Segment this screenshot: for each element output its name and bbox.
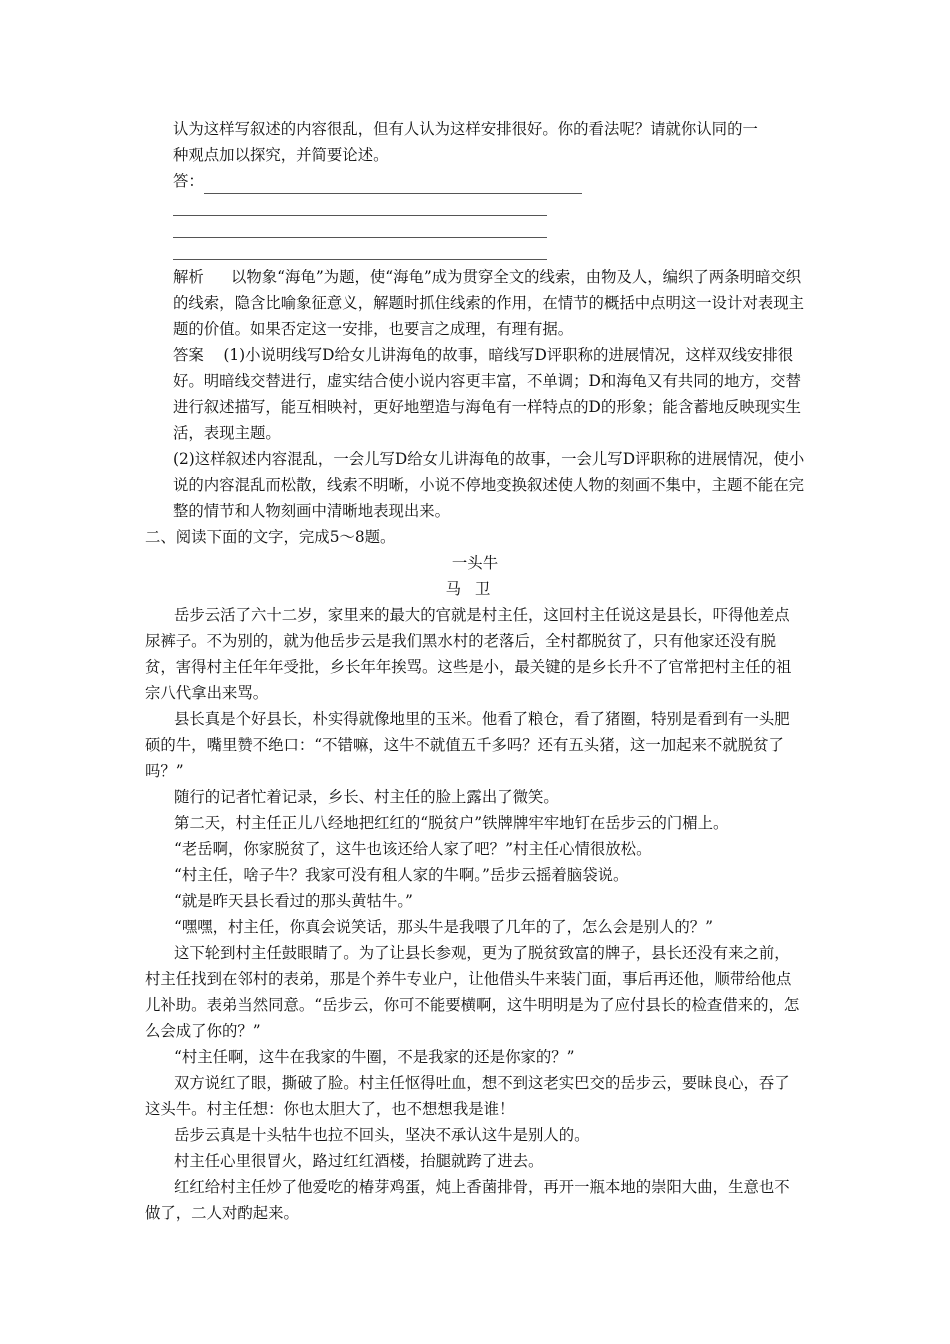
story [0, 550, 805, 1226]
story-paragraph: “村主任，啥子牛？我家可没有租人家的牛啊。”岳步云摇着脑袋说。 [174, 866, 629, 884]
story-paragraph: 这下轮到村主任鼓眼睛了。为了让县长参观，更为了脱贫致富的牌子，县长还没有来之前，村主任找到在邻村的表弟，那是个养牛专业户，让他借头牛来装门面，事后再还他，顺带给他点儿补助。表弟当然同意。“岳步云，你可不能要横啊，这牛明明是为了应付县长的检查借来的，怎么会成了你的？” [145, 944, 800, 1040]
answer-block [0, 342, 813, 524]
analysis-text: 以物象“海龟”为题，使“海龟”成为贯穿全文的线索，由物及人，编织了两条明暗交织的线索，隐含比喻象征意义，解题时抓住线索的作用，在情节的概括中点明这一设计对表现主题的价值。如果否定这一安排，也要言之成理，有理有据。 [173, 268, 805, 338]
section-heading: 二、阅读下面的文字，完成5～8题。 [145, 528, 396, 546]
document-page [0, 116, 950, 1226]
analysis-block [0, 264, 813, 342]
analysis-label: 解析 [173, 268, 204, 286]
story-paragraph: “嘿嘿，村主任，你真会说笑话，那头牛是我喂了几年的了，怎么会是别人的？” [174, 918, 714, 936]
story-paragraph: 岳步云真是十头牯牛也拉不回头，坚决不承认这牛是别人的。 [174, 1126, 590, 1144]
story-paragraph: “村主任啊，这牛在我家的牛圈，不是我家的还是你家的？” [174, 1048, 575, 1066]
story-author: 马卫 [445, 580, 505, 598]
answer-blank-4[interactable] [173, 245, 547, 260]
story-paragraph: “老岳啊，你家脱贫了，这牛也该还给人家了吧？”村主任心情很放松。 [174, 840, 652, 858]
answer-blank-row-2 [0, 194, 950, 216]
story-paragraph: 村主任心里很冒火，路过红红酒楼，抬腿就跨了进去。 [174, 1152, 544, 1170]
answer-line [0, 168, 813, 194]
story-paragraph: 随行的记者忙着记录，乡长、村主任的脸上露出了微笑。 [174, 788, 559, 806]
answer-blank-1[interactable] [204, 179, 582, 194]
answer-key-label: 答案 [173, 346, 204, 364]
story-title: 一头牛 [451, 554, 499, 572]
story-paragraph: 红红给村主任炒了他爱吃的椿芽鸡蛋，炖上香菌排骨，再开一瓶本地的崇阳大曲，生意也不做了，二人对酌起来。 [145, 1178, 790, 1222]
question-line-1: 认为这样写叙述的内容很乱，但有人认为这样安排很好。你的看法呢？请就你认同的一 [173, 120, 758, 138]
story-paragraph: 双方说红了眼，撕破了脸。村主任怄得吐血，想不到这老实巴交的岳步云，要昧良心，吞了这头牛。村主任想：你也太胆大了，也不想想我是谁！ [145, 1074, 790, 1118]
answer-para-2: (2)这样叙述内容混乱，一会儿写D给女儿讲海龟的故事，一会儿写D评职称的进展情况，使小说的内容混乱而松散，线索不明晰，小说不停地变换叙述使人物的刻画不集中，主题不能在完整的情节和人物刻画中清晰地表现出来。 [173, 450, 805, 520]
story-paragraph: “就是昨天县长看过的那头黄牯牛。” [174, 892, 413, 910]
story-paragraph: 第二天，村主任正儿八经地把红红的“脱贫户”铁牌牌牢牢地钉在岳步云的门楣上。 [174, 814, 729, 832]
question-tail [0, 116, 813, 168]
question-line-2: 种观点加以探究，并简要论述。 [173, 146, 389, 164]
answer-blank-2[interactable] [173, 201, 547, 216]
story-paragraph: 县长真是个好县长，朴实得就像地里的玉米。他看了粮仓，看了猪圈，特别是看到有一头肥硕的牛，嘴里赞不绝口：“不错嘛，这牛不就值五千多吗？还有五头猪，这一加起来不就脱贫了吗？” [145, 710, 790, 780]
answer-label: 答： [173, 172, 204, 190]
answer-blank-row-4 [0, 238, 950, 260]
answer-blank-row-3 [0, 216, 950, 238]
answer-para-1: (1)小说明线写D给女儿讲海龟的故事，暗线写D评职称的进展情况，这样双线安排很好。明暗线交替进行，虚实结合使小说内容更丰富，不单调；D和海龟又有共同的地方，交替进行叙述描写，能互相映衬，更好地塑造与海龟有一样特点的D的形象；能含蓄地反映现实生活，表现主题。 [173, 346, 801, 442]
answer-blank-3[interactable] [173, 223, 547, 238]
story-paragraph: 岳步云活了六十二岁，家里来的最大的官就是村主任，这回村主任说这是县长，吓得他差点尿裤子。不为别的，就为他岳步云是我们黑水村的老落后，全村都脱贫了，只有他家还没有脱贫，害得村主任年年受批，乡长年年挨骂。这些是小，最关键的是乡长升不了官常把村主任的祖宗八代拿出来骂。 [145, 606, 792, 702]
